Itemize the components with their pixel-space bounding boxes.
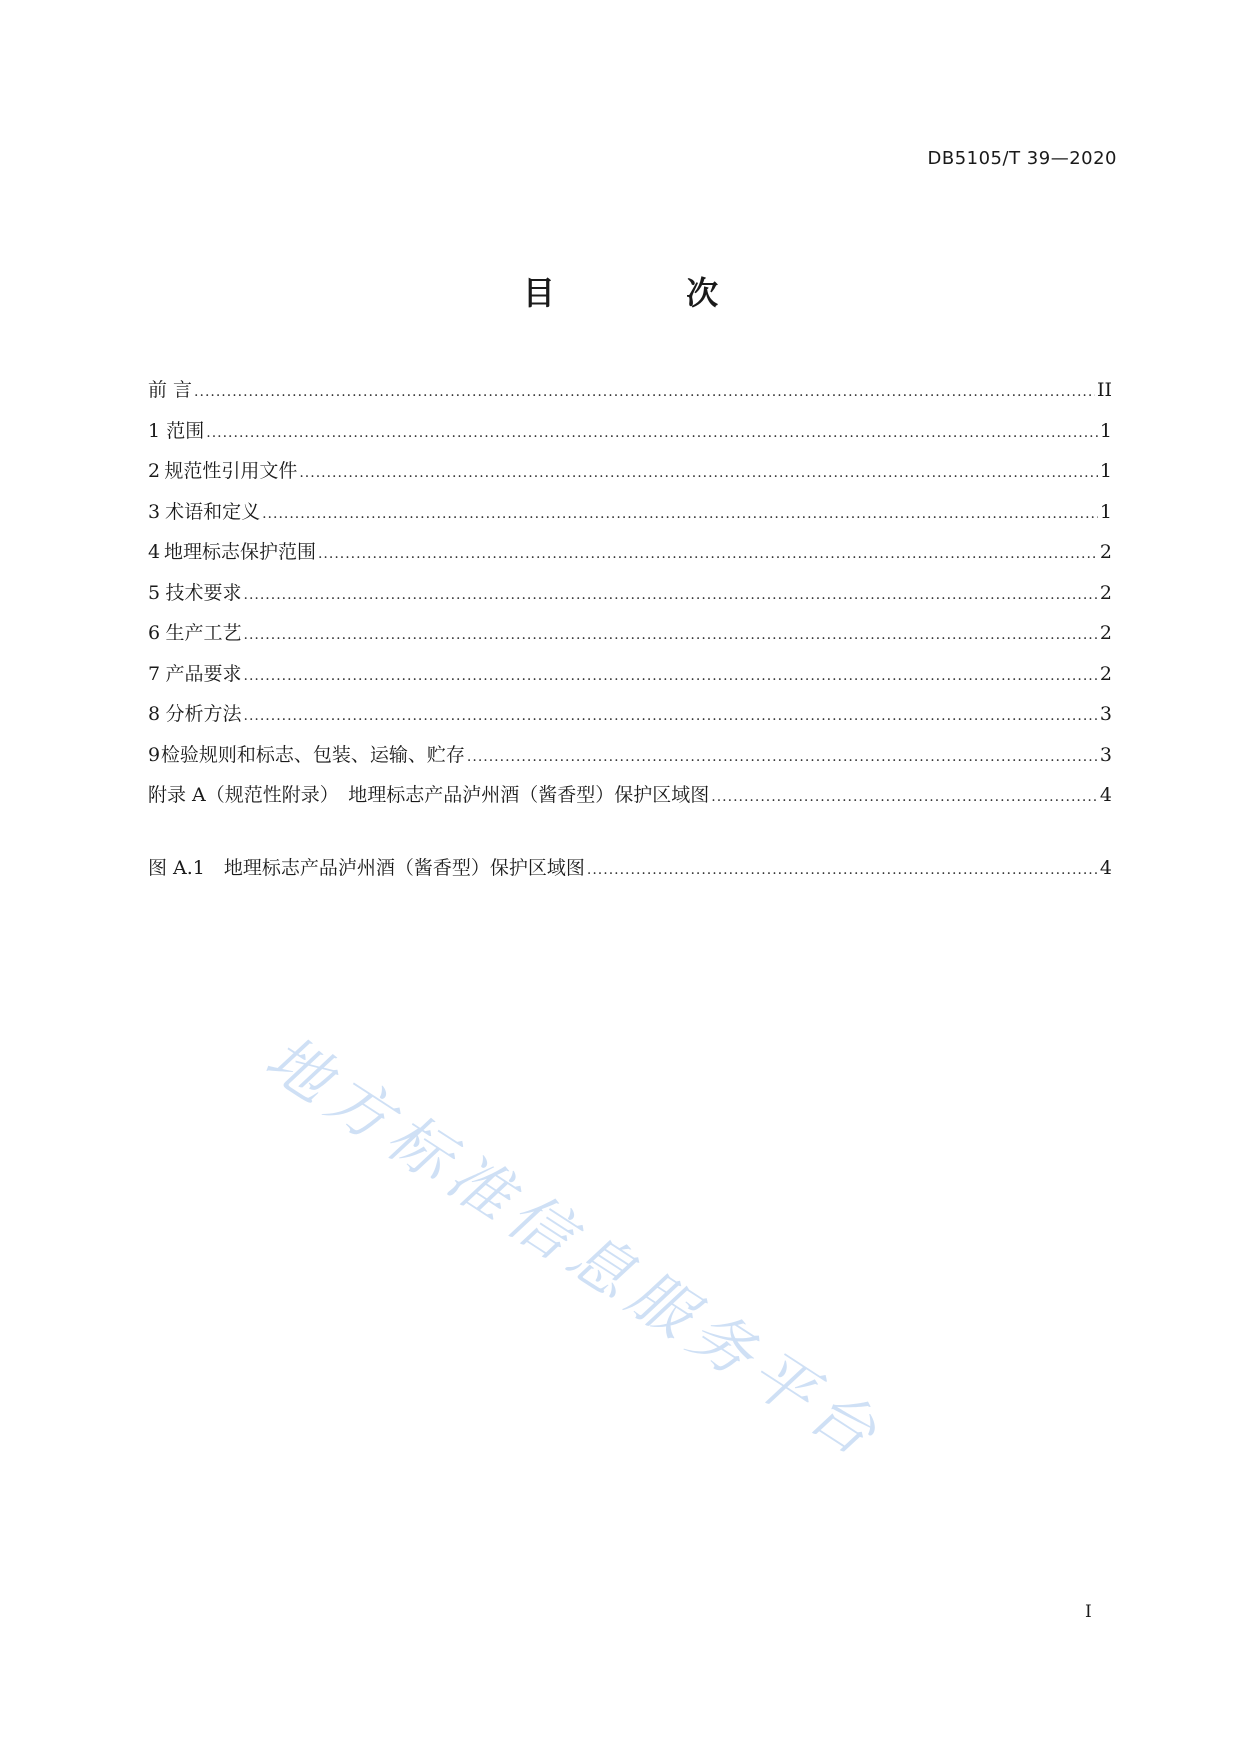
leader-dots xyxy=(206,411,1098,454)
leader-dots xyxy=(244,654,1098,697)
toc-page: 1 xyxy=(1099,500,1112,523)
toc-number: 4 xyxy=(148,541,161,563)
toc-label: 产品要求 xyxy=(165,662,242,685)
leader-dots xyxy=(244,573,1098,616)
toc-entry-foreword[interactable] xyxy=(148,370,1112,411)
toc-page: 2 xyxy=(1099,662,1112,685)
toc-label: 范围 xyxy=(166,419,205,442)
leader-dots xyxy=(467,735,1098,778)
toc-number: 5 xyxy=(148,581,161,604)
leader-dots xyxy=(262,492,1098,535)
toc-label: 图 A.1 地理标志产品泸州酒（酱香型）保护区域图 xyxy=(148,856,585,879)
toc-label: 生产工艺 xyxy=(165,622,242,644)
toc-page: 4 xyxy=(1099,856,1112,879)
table-of-contents xyxy=(148,370,1112,888)
toc-page: 4 xyxy=(1099,784,1112,806)
leader-dots xyxy=(244,613,1098,656)
toc-page: 1 xyxy=(1099,460,1112,482)
document-code: DB5105/T 39—2020 xyxy=(927,148,1117,169)
toc-page: 2 xyxy=(1099,581,1112,604)
leader-dots xyxy=(587,848,1098,891)
toc-entry-1[interactable] xyxy=(148,411,1112,452)
toc-number: 2 xyxy=(148,460,161,482)
toc-label: 规范性引用文件 xyxy=(164,460,298,482)
toc-page: 2 xyxy=(1099,622,1112,644)
page-number: I xyxy=(1085,1602,1092,1622)
toc-page: 3 xyxy=(1099,703,1112,725)
toc-entry-5[interactable] xyxy=(148,573,1112,614)
toc-entry-4[interactable] xyxy=(148,532,1112,573)
toc-label: 术语和定义 xyxy=(165,500,261,523)
toc-entry-9[interactable] xyxy=(148,735,1112,776)
toc-page: 2 xyxy=(1099,541,1112,563)
leader-dots xyxy=(194,370,1095,413)
toc-entry-appendix-a[interactable] xyxy=(148,775,1112,816)
toc-number: 8 xyxy=(148,703,161,725)
leader-dots xyxy=(244,694,1098,737)
toc-entry-2[interactable] xyxy=(148,451,1112,492)
toc-number: 9 xyxy=(148,743,161,766)
toc-label: 检验规则和标志、包装、运输、贮存 xyxy=(160,743,465,766)
toc-page: II xyxy=(1096,379,1112,401)
toc-page: 1 xyxy=(1099,419,1112,442)
toc-entry-6[interactable] xyxy=(148,613,1112,654)
toc-entry-8[interactable] xyxy=(148,694,1112,735)
toc-number: 1 xyxy=(148,419,161,442)
toc-page: 3 xyxy=(1099,743,1112,766)
toc-label: 地理标志保护范围 xyxy=(163,541,316,563)
toc-label: 分析方法 xyxy=(165,703,242,725)
toc-label: 前 言 xyxy=(148,379,193,401)
leader-dots xyxy=(318,532,1098,575)
leader-dots xyxy=(299,451,1098,494)
toc-label: 附录 A（规范性附录） 地理标志产品泸州酒（酱香型）保护区域图 xyxy=(148,784,710,806)
page-title: 目 次 xyxy=(522,274,779,312)
toc-entry-figure-a1[interactable] xyxy=(148,848,1112,889)
watermark: 地方标准信息服务平台 xyxy=(253,1020,897,1475)
toc-entry-3[interactable] xyxy=(148,492,1112,533)
toc-entry-7[interactable] xyxy=(148,654,1112,695)
toc-label: 技术要求 xyxy=(165,581,242,604)
leader-dots xyxy=(711,775,1098,818)
toc-number: 3 xyxy=(148,500,161,523)
toc-number: 6 xyxy=(148,622,161,644)
toc-number: 7 xyxy=(148,662,161,685)
